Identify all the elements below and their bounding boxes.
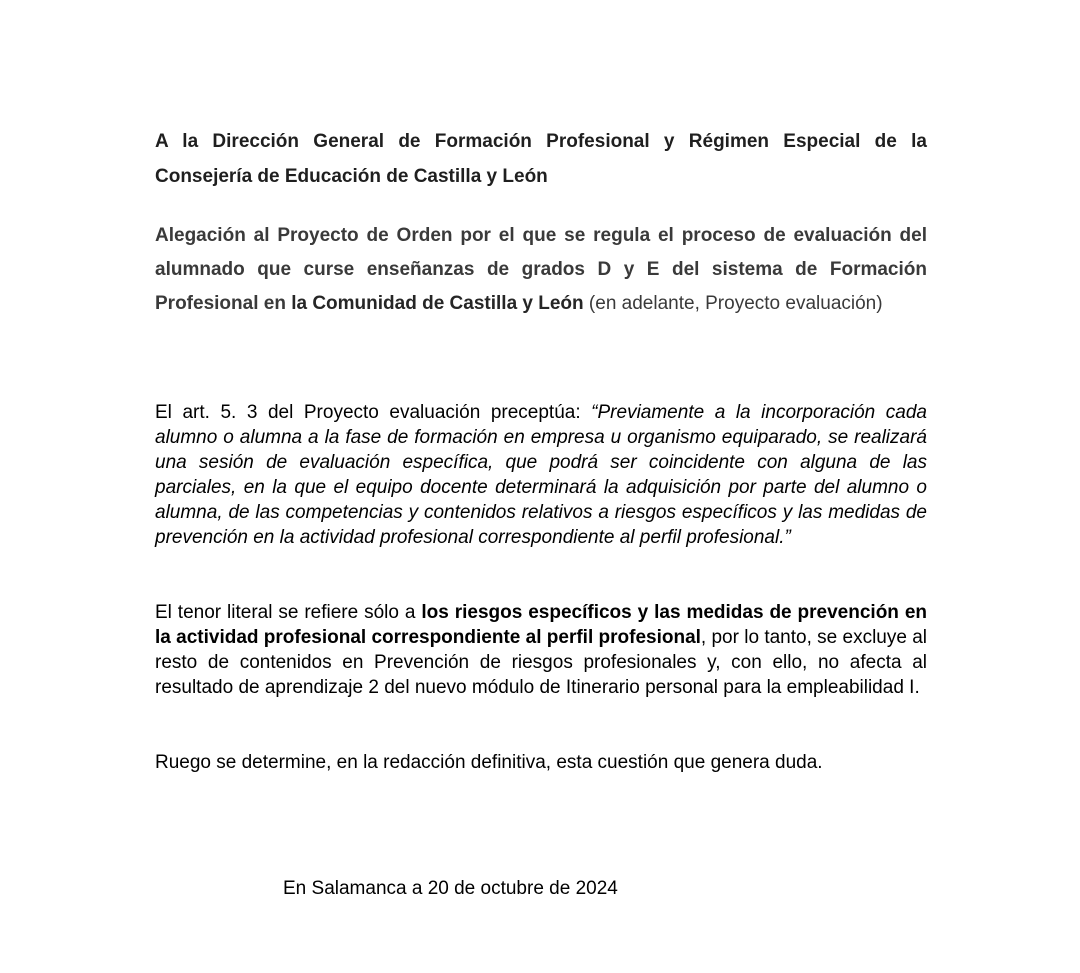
subject-normal-part: (en adelante, Proyecto evaluación)	[583, 293, 883, 314]
subject-bold-part1: Alegación al Proyecto de Orden por el que se regula el proceso de evaluación del alumnado que curse enseñanzas de grados D y E del sistema de Formación Profesional en	[155, 225, 927, 314]
addressee-heading	[155, 124, 927, 194]
subject-bold-part2: la Comunidad de Castilla y León	[291, 293, 584, 314]
paragraph-request	[155, 750, 927, 775]
paragraph-article-quote	[155, 400, 927, 550]
subject-heading	[155, 219, 927, 321]
paragraph2-rest: , por lo tanto, se excluye al resto de contenidos en Prevención de riesgos profesionales y, con ello, no afecta al resultado de aprendizaje 2 del nuevo módulo de Itinerario personal para la empleabilidad I.	[155, 627, 927, 698]
paragraph1-quote: “Previamente a la incorporación cada alumno o alumna a la fase de formación en empresa u organismo equiparado, se realizará una sesión de evaluación específica, que podrá ser coincidente con alguna de las parciales, en la que el equipo docente determinará la adquisición por parte del alumno o alumna, de las competencias y contenidos relativos a riesgos específicos y las medidas de prevención en la actividad profesional correspondiente al perfil profesional.”	[155, 402, 928, 548]
paragraph-interpretation	[155, 600, 927, 700]
signature-line	[283, 876, 618, 901]
paragraph1-intro: El art. 5. 3 del Proyecto evaluación preceptúa:	[155, 402, 592, 423]
paragraph2-intro: El tenor literal se refiere sólo a	[155, 602, 422, 623]
paragraph2-bold: los riesgos específicos y las medidas de prevención en la actividad profesional correspondiente al perfil profesional	[155, 602, 927, 648]
signature-text: En Salamanca a 20 de octubre de 2024	[283, 878, 618, 899]
paragraph3-text: Ruego se determine, en la redacción definitiva, esta cuestión que genera duda.	[155, 752, 823, 773]
addressee-text: A la Dirección General de Formación Profesional y Régimen Especial de la Consejería de Educación de Castilla y León	[155, 131, 927, 187]
